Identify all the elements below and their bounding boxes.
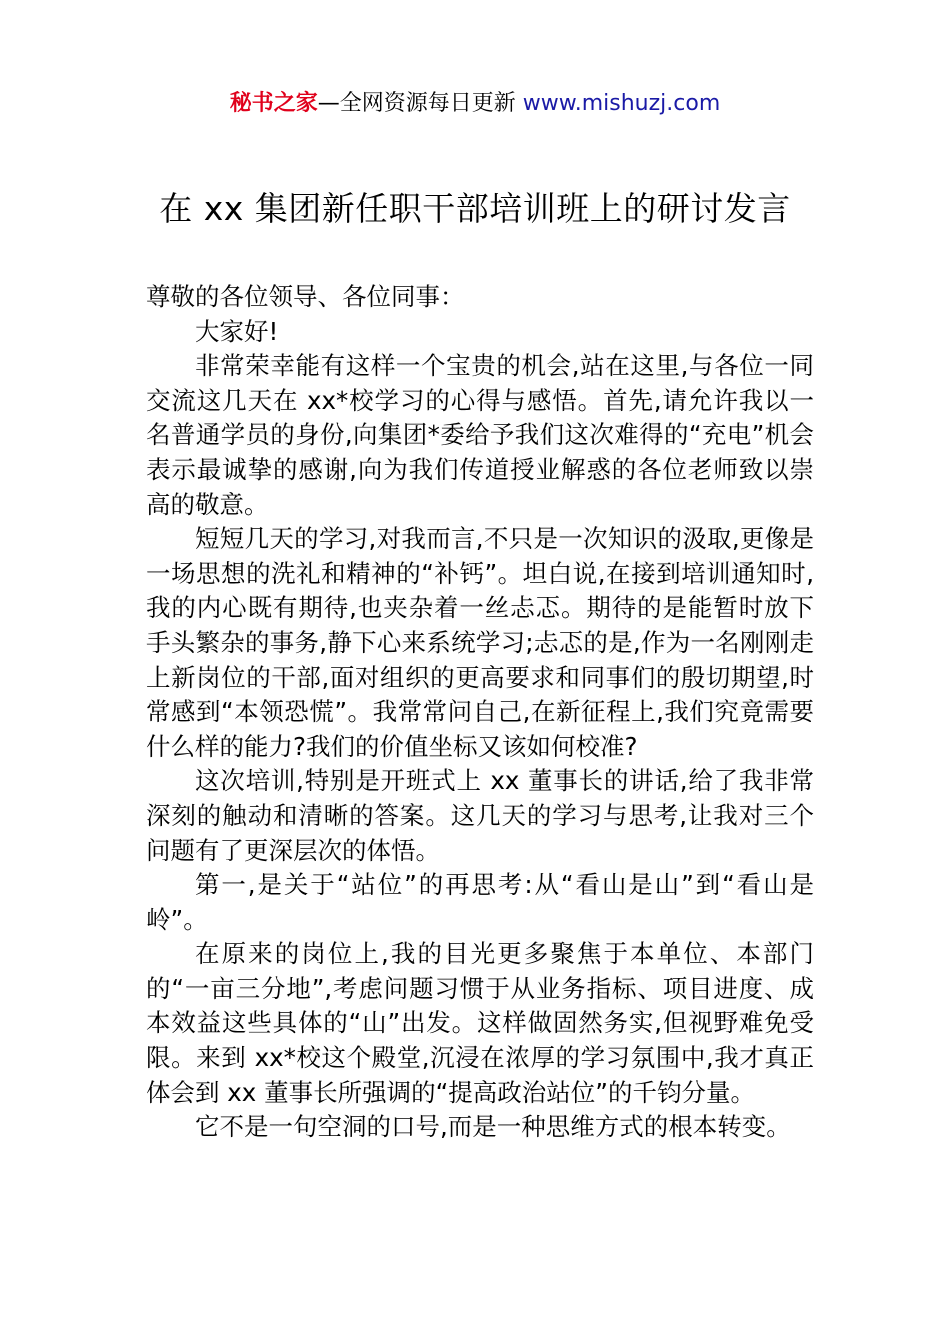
- site-tagline: —全网资源每日更新: [317, 91, 523, 116]
- paragraph: 它不是一句空洞的口号,而是一种思维方式的根本转变。: [195, 1112, 791, 1142]
- paragraph: 短短几天的学习,对我而言,不只是一次知识的汲取,更像是一场思想的洗礼和精神的“补钙”。坦白说,在接到培训通知时,我的内心既有期待,也夹杂着一丝忐忑。期待的是能暂时放下手头繁杂的事务,静下心来系统学习;忐忑的是,作为一名刚刚走上新岗位的干部,面对组织的更高要求和同事们的殷切期望,时常感到“本领恐慌”。我常常问自己,在新征程上,我们究竟需要什么样的能力?我们的价值坐标又该如何校准?: [146, 524, 814, 761]
- paragraph: 第一,是关于“站位”的再思考:从“看山是山”到“看山是岭”。: [146, 870, 814, 934]
- document-body: [146, 280, 814, 1145]
- paragraph: 这次培训,特别是开班式上 xx 董事长的讲话,给了我非常深刻的触动和清晰的答案。这几天的学习与思考,让我对三个问题有了更深层次的体悟。: [146, 766, 814, 865]
- site-header: [0, 89, 950, 119]
- site-brand: 秘书之家: [229, 91, 318, 116]
- paragraph: 非常荣幸能有这样一个宝贵的机会,站在这里,与各位一同交流这几天在 xx*校学习的心得与感悟。首先,请允许我以一名普通学员的身份,向集团*委给予我们这次难得的“充电”机会表示最诚挚的感谢,向为我们传道授业解惑的各位老师致以崇高的敬意。: [146, 351, 814, 519]
- site-url-link[interactable]: www.mishuzj.com: [522, 91, 721, 116]
- document-title: 在 xx 集团新任职干部培训班上的研讨发言: [159, 189, 791, 228]
- paragraph: 在原来的岗位上,我的目光更多聚焦于本单位、本部门的“一亩三分地”,考虑问题习惯于从业务指标、项目进度、成本效益这些具体的“山”出发。这样做固然务实,但视野难免受限。来到 xx*校这个殿堂,沉浸在浓厚的学习氛围中,我才真正体会到 xx 董事长所强调的“提高政治站位”的千钧分量。: [146, 939, 814, 1107]
- paragraph: 大家好!: [195, 316, 279, 346]
- salutation: 尊敬的各位领导、各位同事：: [146, 282, 465, 311]
